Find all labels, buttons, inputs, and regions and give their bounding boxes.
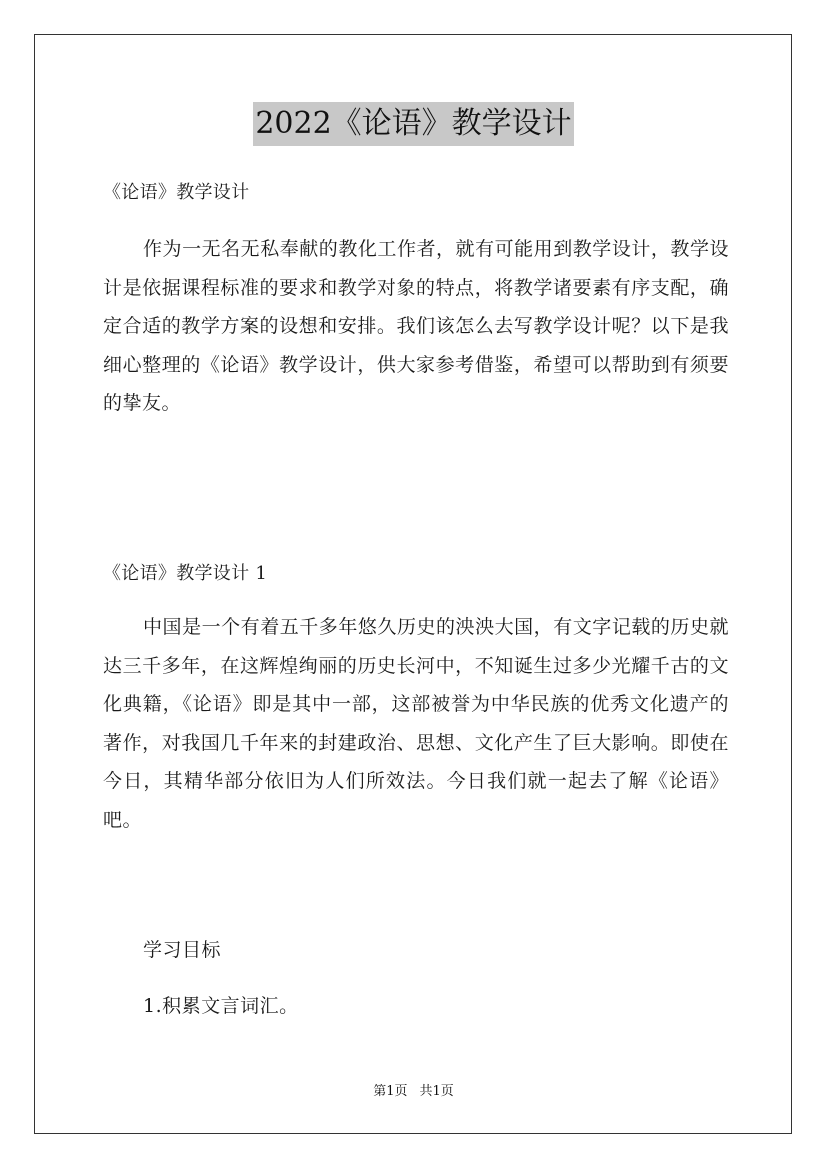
page-number-current: 第1页	[373, 1084, 408, 1099]
document-title	[0, 102, 827, 146]
section-heading-1: 《论语》教学设计 1	[103, 563, 268, 584]
objectives-label: 学习目标	[143, 939, 222, 961]
page-footer	[0, 1083, 827, 1101]
intro-paragraph: 作为一无名无私奉献的教化工作者，就有可能用到教学设计，教学设计是依据课程标准的要求和教学对象的特点，将教学诸要素有序支配，确定合适的教学方案的设想和安排。我们该怎么去写教学设计呢？以下是我细心整理的《论语》教学设计，供大家参考借鉴，希望可以帮助到有须要的挚友。	[103, 238, 729, 414]
objective-item-1: 1.积累文言词汇。	[143, 995, 299, 1017]
document-subtitle: 《论语》教学设计	[103, 182, 250, 203]
document-title-text: 2022《论语》教学设计	[253, 102, 573, 146]
page-number-total: 共1页	[419, 1084, 454, 1099]
section-1-paragraph: 中国是一个有着五千多年悠久历史的泱泱大国，有文字记载的历史就达三千多年，在这辉煌绚丽的历史长河中，不知诞生过多少光耀千古的文化典籍，《论语》即是其中一部，这部被誉为中华民族的优秀文化遗产的著作，对我国几千年来的封建政治、思想、文化产生了巨大影响。即使在今日，其精华部分依旧为人们所效法。今日我们就一起去了解《论语》吧。	[103, 616, 729, 831]
